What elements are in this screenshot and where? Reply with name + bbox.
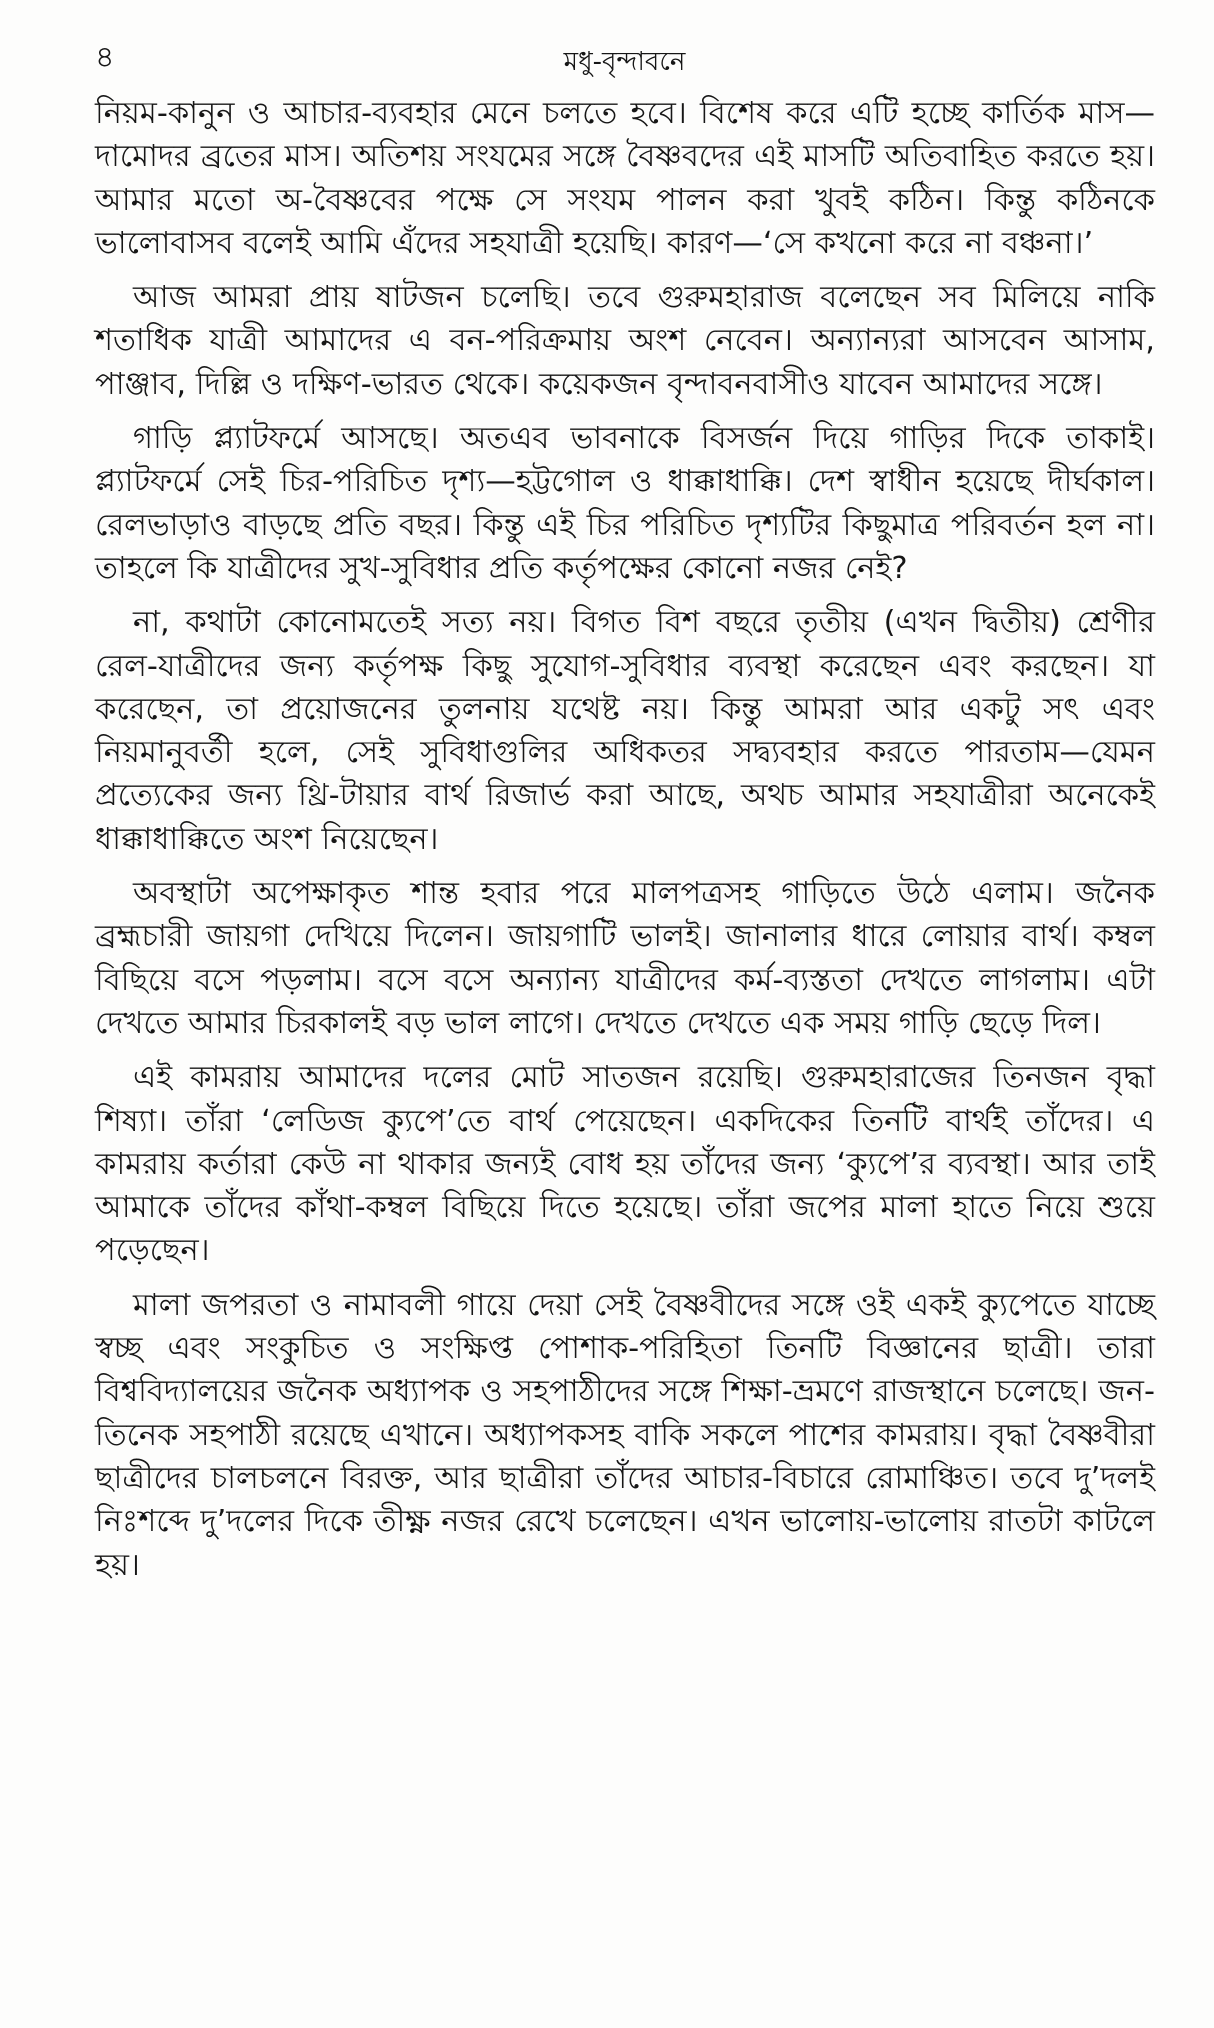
page-number: ৪	[95, 40, 115, 75]
paragraph-continued: নিয়ম-কানুন ও আচার-ব্যবহার মেনে চলতে হবে। বিশেষ করে এটি হচ্ছে কার্তিক মাস—দামোদর ব্রতের মাস। অতিশয় সংযমের সঙ্গে বৈষ্ণবদের এই মাসটি অতিবাহিত করতে হয়। আমার মতো অ-বৈষ্ণবের পক্ষে সে সংযম পালন করা খুবই কঠিন। কিন্তু কঠিনকে ভালোবাসব বলেই আমি এঁদের সহযাত্রী হয়েছি। কারণ—‘সে কখনো করে না বঞ্চনা।’	[95, 96, 1155, 261]
paragraph: এই কামরায় আমাদের দলের মোট সাতজন রয়েছি। গুরুমহারাজের তিনজন বৃদ্ধা শিষ্যা। তাঁরা ‘লেডিজ ক্যুপে’তে বার্থ পেয়েছেন। একদিকের তিনটি বার্থই তাঁদের। এ কামরায় কর্তারা কেউ না থাকার জন্যই বোধ হয় তাঁদের জন্য ‘ক্যুপে’র ব্যবস্থা। আর তাই আমাকে তাঁদের কাঁথা-কম্বল বিছিয়ে দিতে হয়েছে। তাঁরা জপের মালা হাতে নিয়ে শুয়ে পড়েছেন।	[95, 1060, 1155, 1269]
paragraph: মালা জপরতা ও নামাবলী গায়ে দেয়া সেই বৈষ্ণবীদের সঙ্গে ওই একই ক্যুপেতে যাচ্ছে স্বচ্ছ এবং সংকুচিত ও সংক্ষিপ্ত পোশাক-পরিহিতা তিনটি বিজ্ঞানের ছাত্রী। তারা বিশ্ববিদ্যালয়ের জনৈক অধ্যাপক ও সহপাঠীদের সঙ্গে শিক্ষা-ভ্রমণে রাজস্থানে চলেছে। জন-তিনেক সহপাঠী রয়েছে এখানে। অধ্যাপকসহ বাকি সকলে পাশের কামরায়। বৃদ্ধা বৈষ্ণবীরা ছাত্রীদের চালচলনে বিরক্ত, আর ছাত্রীরা তাঁদের আচার-বিচারে রোমাঞ্চিত। তবে দু’দলই নিঃশব্দে দু’দলের দিকে তীক্ষ্ণ নজর রেখে চলেছেন। এখন ভালোয়-ভালোয় রাতটা কাটলে হয়।	[95, 1287, 1155, 1583]
page-header	[95, 38, 1154, 88]
paragraph: গাড়ি প্ল্যাটফর্মে আসছে। অতএব ভাবনাকে বিসর্জন দিয়ে গাড়ির দিকে তাকাই। প্ল্যাটফর্মে সেই চির-পরিচিত দৃশ্য—হট্টগোল ও ধাক্কাধাক্কি। দেশ স্বাধীন হয়েছে দীর্ঘকাল। রেলভাড়াও বাড়ছে প্রতি বছর। কিন্তু এই চির পরিচিত দৃশ্যটির কিছুমাত্র পরিবর্তন হল না। তাহলে কি যাত্রীদের সুখ-সুবিধার প্রতি কর্তৃপক্ষের কোনো নজর নেই?	[95, 421, 1155, 586]
paragraph: না, কথাটা কোনোমতেই সত্য নয়। বিগত বিশ বছরে তৃতীয় (এখন দ্বিতীয়) শ্রেণীর রেল-যাত্রীদের জন্য কর্তৃপক্ষ কিছু সুযোগ-সুবিধার ব্যবস্থা করেছেন এবং করছেন। যা করেছেন, তা প্রয়োজনের তুলনায় যথেষ্ট নয়। কিন্তু আমরা আর একটু সৎ এবং নিয়মানুবর্তী হলে, সেই সুবিধাগুলির অধিকতর সদ্ব্যবহার করতে পারতাম—যেমন প্রত্যেকের জন্য থ্রি-টায়ার বার্থ রিজার্ভ করা আছে, অথচ আমার সহযাত্রীরা অনেকেই ধাক্কাধাক্কিতে অংশ নিয়েছেন।	[95, 605, 1155, 857]
paragraph: অবস্থাটা অপেক্ষাকৃত শান্ত হবার পরে মালপত্রসহ গাড়িতে উঠে এলাম। জনৈক ব্রহ্মচারী জায়গা দেখিয়ে দিলেন। জায়গাটি ভালই। জানালার ধারে লোয়ার বার্থ। কম্বল বিছিয়ে বসে পড়লাম। বসে বসে অন্যান্য যাত্রীদের কর্ম-ব্যস্ততা দেখতে লাগলাম। এটা দেখতে আমার চিরকালই বড় ভাল লাগে। দেখতে দেখতে এক সময় গাড়ি ছেড়ে দিল।	[95, 876, 1155, 1041]
body-text	[95, 92, 1155, 1598]
paragraph: আজ আমরা প্রায় ষাটজন চলেছি। তবে গুরুমহারাজ বলেছেন সব মিলিয়ে নাকি শতাধিক যাত্রী আমাদের এ বন-পরিক্রমায় অংশ নেবেন। অন্যান্যরা আসবেন আসাম, পাঞ্জাব, দিল্লি ও দক্ষিণ-ভারত থেকে। কয়েকজন বৃন্দাবনবাসীও যাবেন আমাদের সঙ্গে।	[95, 280, 1155, 402]
running-title: মধু-বৃন্দাবনে	[563, 47, 686, 77]
